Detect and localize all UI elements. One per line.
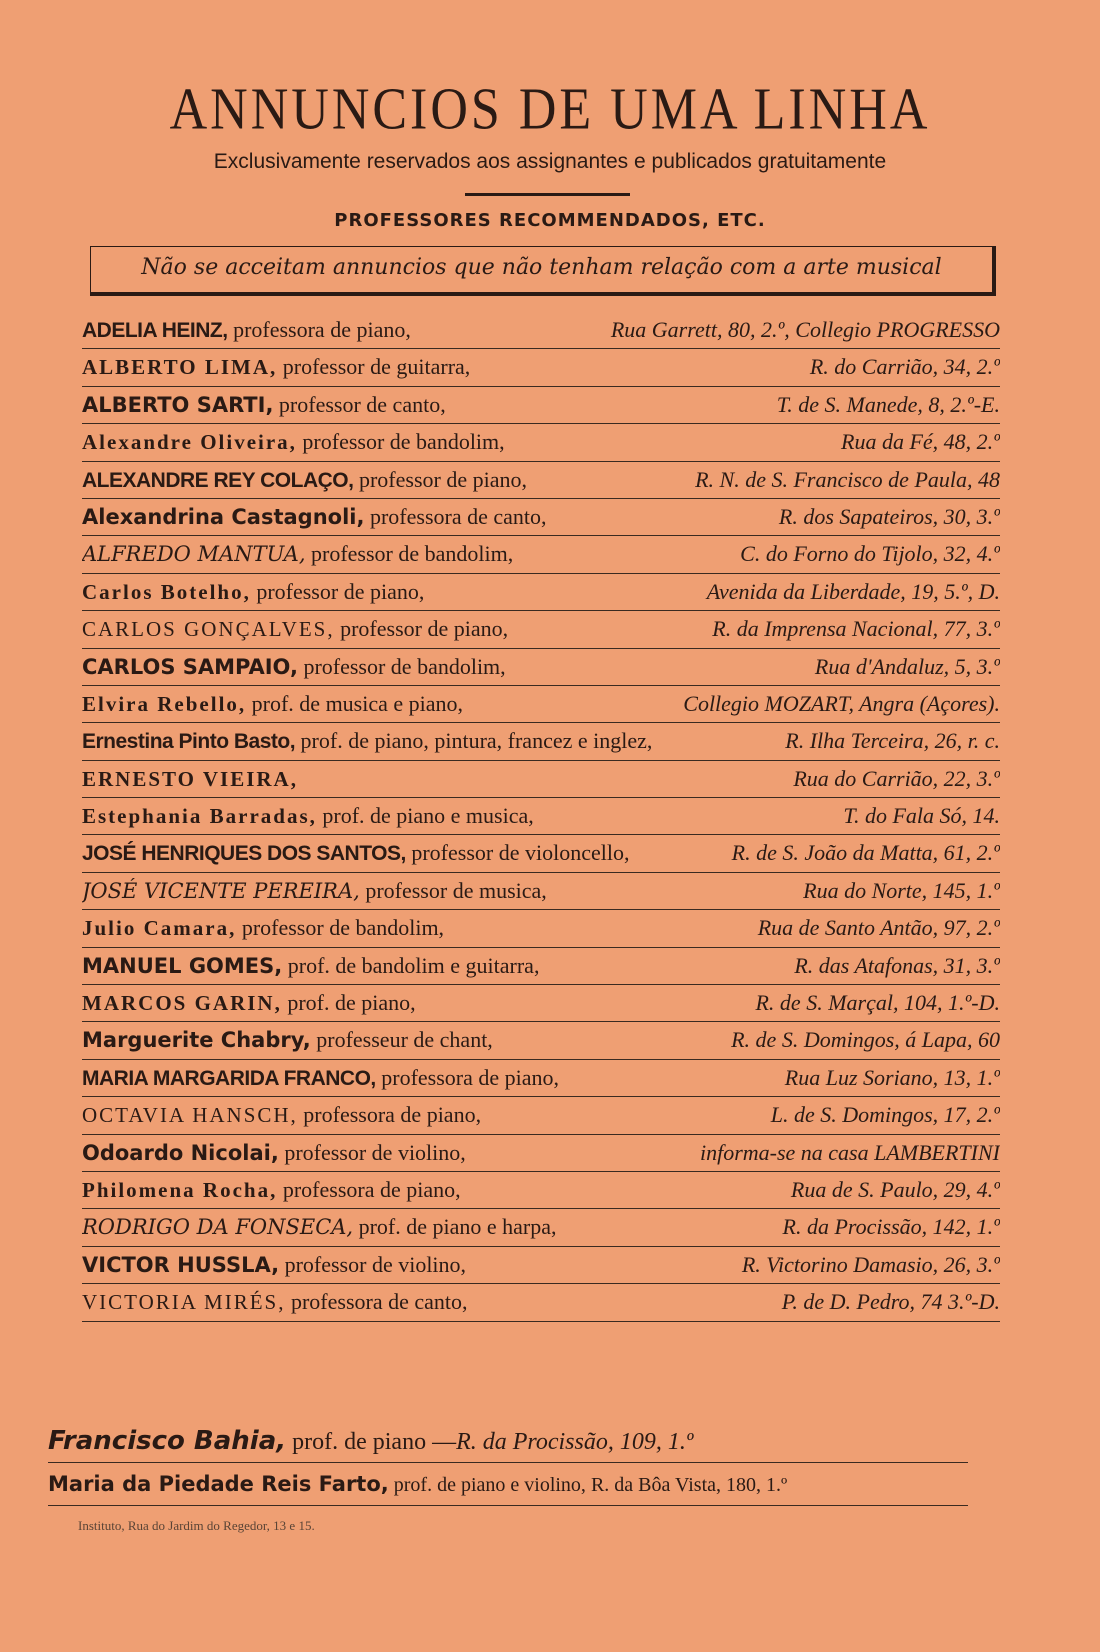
entry-left [82,835,629,871]
footer-addr: R. da Bôa Vista, 180, 1.º [585,1474,788,1496]
entry-address: C. do Forno do Tijolo, 32, 4.º [740,541,1000,567]
entry-name: JOSÉ HENRIQUES DOS SANTOS, [82,842,406,866]
entry-address: Collegio MOZART, Angra (Açores). [683,690,1000,716]
entry-name: MANUEL GOMES, [82,953,283,978]
entry-description: professora de canto, [364,503,547,529]
entry-name: Odoardo Nicolai, [82,1140,279,1165]
entry-left [82,761,298,797]
entry-address: R. da Procissão, 142, 1.º [782,1214,1000,1240]
list-item [82,723,1000,760]
list-item [82,424,1000,461]
list-item [82,1097,1000,1134]
entry-left [82,873,547,909]
entry-description: professor de violino, [279,1251,467,1277]
entry-description: prof. de piano, pintura, francez e inglez, [295,728,653,754]
footer-name: Maria da Piedade Reis Farto, [48,1472,389,1496]
entry-description: professor de bandolim, [236,915,445,941]
list-item [82,574,1000,611]
entry-description: prof. de piano e musica, [316,803,534,829]
entry-name: Alexandrina Castagnoli, [82,504,365,529]
list-item [82,686,1000,723]
entry-description: professora de piano, [227,317,411,342]
entry-address: Rua de S. Paulo, 29, 4.º [790,1176,1000,1202]
list-item [82,910,1000,947]
entry-name: Marguerite Chabry, [82,1028,311,1053]
entry-left [82,1135,466,1171]
entry-left [82,948,539,984]
entry-left [82,910,444,946]
list-item [82,462,1000,499]
page-title: ANNUNCIOS DE UMA LINHA [169,76,931,143]
list-item [82,312,1000,349]
entry-description: professora de canto, [285,1289,468,1315]
entry-address: T. de S. Manede, 8, 2.º-E. [776,391,1000,417]
entry-address: R. das Atafonas, 31, 3.º [794,952,1000,978]
entry-address: L. de S. Domingos, 17, 2.º [770,1102,1000,1128]
entry-name: JOSÉ VICENTE PEREIRA, [82,878,360,903]
entry-description: prof. de bandolim e guitarra, [282,952,540,978]
entry-description: professor de bandolim, [297,653,506,679]
entry-name: VICTORIA MIRÉS, [82,1290,286,1315]
list-item [82,1135,1000,1172]
entry-name: Philomena Rocha, [82,1177,278,1202]
entry-name: ALEXANDRE REY COLAÇO, [82,468,354,492]
entry-description: professor de violino, [278,1139,466,1165]
list-item [82,835,1000,872]
entry-description: professor de canto, [273,391,446,417]
entry-name: ADELIA HEINZ, [82,319,228,342]
footer-name: Francisco Bahia, [48,1426,287,1456]
entry-left [82,649,506,685]
list-item [82,1022,1000,1059]
entry-description: professor de piano, [334,616,509,642]
notice-box: Não se acceitam annuncios que não tenham relação com a arte musical [90,246,996,296]
entry-name: RODRIGO DA FONSECA, [82,1215,354,1240]
list-item [82,1209,1000,1246]
entry-description: professora de piano, [375,1064,560,1090]
entry-left [82,686,463,722]
entry-left [82,985,416,1021]
list-item [82,536,1000,573]
list-item [82,1284,1000,1321]
list-item [82,387,1000,424]
list-item [82,499,1000,536]
imprint: Instituto, Rua do Jardim do Regedor, 13 e 15. [78,1518,315,1533]
entry-address: R. do Carrião, 34, 2.º [809,354,1000,380]
entry-description: prof. de piano e harpa, [353,1214,557,1240]
list-item [82,349,1000,386]
footer-item [48,1463,968,1506]
footer-item [48,1420,968,1463]
entry-name: CARLOS SAMPAIO, [82,654,298,679]
entry-description: prof. de musica e piano, [246,690,464,716]
entry-left [82,387,446,423]
entry-left [82,1172,461,1208]
entry-name: Alexandre Oliveira, [82,430,297,455]
entry-name: Julio Camara, [82,916,237,941]
entry-address: R. de S. João da Matta, 61, 2.º [731,840,1000,866]
list-item [82,649,1000,686]
entry-description: professor de guitarra, [277,354,471,380]
entry-name: ALBERTO LIMA, [82,355,278,380]
listing [82,312,1000,1322]
entry-left [82,1247,466,1283]
entry-name: OCTAVIA HANSCH, [82,1103,298,1128]
entry-left [82,1209,557,1245]
entry-address: Avenida da Liberdade, 19, 5.º, D. [706,578,1000,604]
entry-description: professor de violoncello, [405,840,630,866]
entry-name: VICTOR HUSSLA, [82,1252,280,1277]
footer-listing [48,1420,968,1506]
entry-left [82,499,547,535]
list-item [82,1060,1000,1097]
entry-description: professor de bandolim, [305,541,514,567]
entry-left [82,798,534,834]
entry-left [82,424,505,460]
entry-left [82,611,508,647]
list-item [82,761,1000,798]
entry-name: MARIA MARGARIDA FRANCO, [82,1066,376,1090]
entry-address: R. da Imprensa Nacional, 77, 3.º [712,616,1000,642]
list-item [82,948,1000,985]
entry-description: professora de piano, [277,1176,461,1202]
footer-addr: R. da Procissão, 109, 1.º [456,1429,694,1455]
entry-description: professor de piano, [250,578,425,604]
entry-address: Rua da Fé, 48, 2.º [841,429,1000,455]
entry-name: Estephania Barradas, [82,804,317,829]
entry-left [82,1060,559,1096]
entry-name: ERNESTO VIEIRA, [82,766,298,791]
entry-left [82,349,470,385]
entry-description: professora de piano, [297,1102,482,1128]
list-item [82,1172,1000,1209]
entry-description: professeur de chant, [310,1027,493,1053]
entry-left [82,312,411,348]
entry-address: R. N. de S. Francisco de Paula, 48 [695,466,1000,492]
entry-address: R. de S. Marçal, 104, 1.º-D. [755,990,1000,1016]
entry-name: ALBERTO SARTI, [82,392,274,417]
entry-left [82,1097,481,1133]
entry-address: R. Victorino Damasio, 26, 3.º [741,1251,1000,1277]
entry-left [82,462,527,498]
entry-name: Elvira Rebello, [82,691,247,716]
entry-left [82,723,652,759]
entry-address: Rua de Santo Antão, 97, 2.º [757,915,1000,941]
entry-address: Rua do Norte, 145, 1.º [803,877,1000,903]
entry-left [82,574,424,610]
entry-name: Ernestina Pinto Basto, [82,730,296,754]
list-item [82,1247,1000,1284]
footer-desc: prof. de piano — [286,1429,457,1455]
list-item [82,985,1000,1022]
entry-name: CARLOS GONÇALVES, [82,617,335,642]
entry-left [82,1284,468,1320]
entry-name: MARCOS GARIN, [82,991,282,1016]
entry-description: professor de bandolim, [296,429,505,455]
entry-address: informa-se na casa LAMBERTINI [699,1139,1000,1165]
entry-address: P. de D. Pedro, 74 3.º-D. [781,1289,1000,1315]
entry-address: Rua d'Andaluz, 5, 3.º [814,653,1000,679]
list-item [82,873,1000,910]
entry-address: R. dos Sapateiros, 30, 3.º [778,503,1000,529]
subtitle: Exclusivamente reservados aos assignantes e publicados gratuitamente [213,150,887,173]
entry-name: ALFREDO MANTUA, [82,542,306,567]
list-item [82,611,1000,648]
entry-address: Rua Garrett, 80, 2.º, Collegio PROGRESSO [610,317,1000,342]
entry-description: prof. de piano, [281,990,416,1016]
section-heading: PROFESSORES RECOMMENDADOS, ETC. [334,210,766,231]
entry-address: R. Ilha Terceira, 26, r. c. [785,728,1000,754]
entry-left [82,1022,493,1058]
entry-address: Rua Luz Soriano, 13, 1.º [784,1064,1000,1090]
footer-desc: prof. de piano e violino, [388,1474,586,1496]
entry-address: Rua do Carrião, 22, 3.º [793,765,1000,791]
entry-address: T. do Fala Só, 14. [843,803,1000,829]
divider [465,193,630,196]
entry-address: R. de S. Domingos, á Lapa, 60 [731,1027,1000,1053]
entry-description: professor de piano, [353,466,527,492]
entry-description: professor de musica, [359,877,547,903]
entry-name: Carlos Botelho, [82,579,251,604]
list-item [82,798,1000,835]
entry-left [82,536,513,572]
